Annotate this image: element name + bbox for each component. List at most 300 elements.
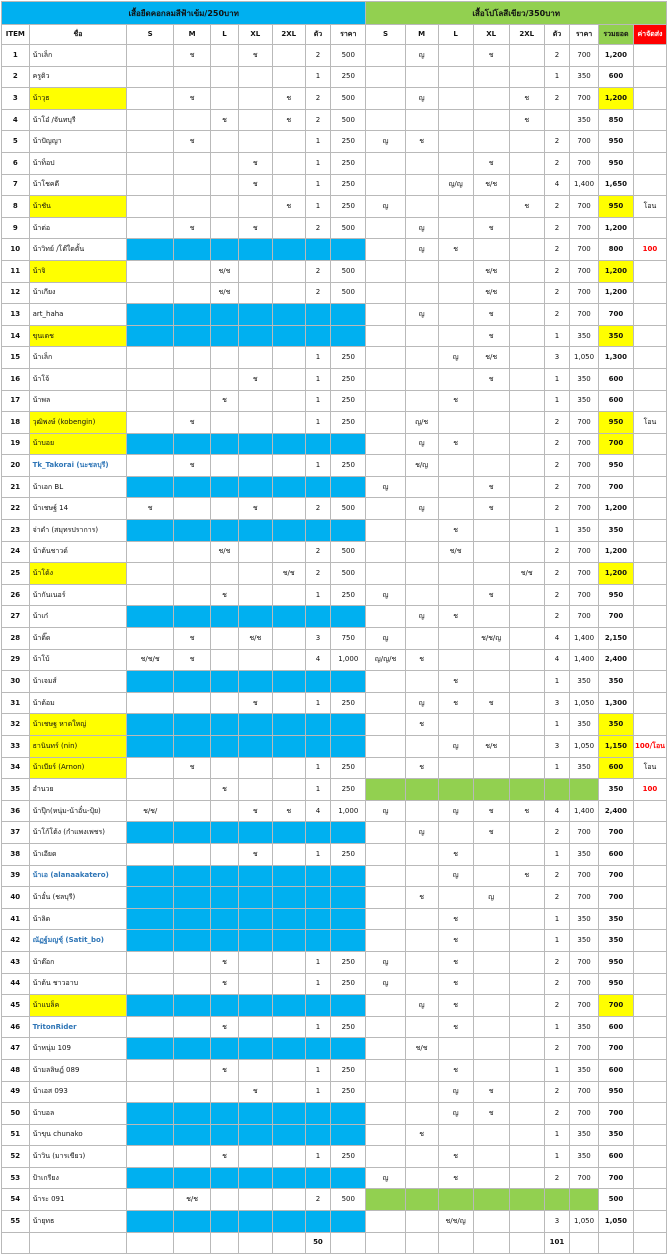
- polo-cell-l: ช: [438, 973, 473, 995]
- tee-cell-price: 750: [331, 628, 366, 650]
- polo-cell-m: [405, 152, 438, 174]
- item-number: 55: [2, 1211, 30, 1233]
- tee-cell-m: [174, 606, 211, 628]
- tee-cell-2xl: [272, 412, 305, 434]
- item-number: 10: [2, 239, 30, 261]
- polo-cell-xl: [473, 1189, 509, 1211]
- tee-cell-xl: ช/ช: [238, 628, 272, 650]
- customer-name: น้าระ 091: [29, 1189, 127, 1211]
- row-total: 700: [598, 887, 633, 909]
- polo-cell-price: 700: [570, 304, 599, 326]
- tee-cell-l: [211, 1211, 239, 1233]
- tee-cell-xl: [238, 649, 272, 671]
- table-row: [2, 930, 667, 952]
- customer-name: น้าโชคดี: [29, 174, 127, 196]
- tee-cell-2xl: [272, 628, 305, 650]
- tee-cell-xl: [238, 239, 272, 261]
- item-number: 36: [2, 800, 30, 822]
- tee-cell-m: [174, 498, 211, 520]
- tee-cell-s: [127, 973, 174, 995]
- polo-cell-2xl: ช: [509, 865, 544, 887]
- polo-cell-l: [438, 714, 473, 736]
- polo-cell-s: [366, 822, 405, 844]
- polo-cell-xl: [473, 973, 509, 995]
- polo-cell-price: 350: [570, 66, 599, 88]
- tee-cell-price: 250: [331, 1059, 366, 1081]
- polo-cell-s: [366, 714, 405, 736]
- tee-cell-s: [127, 1081, 174, 1103]
- tee-cell-price: 250: [331, 390, 366, 412]
- table-row: [2, 390, 667, 412]
- tee-cell-2xl: [272, 1124, 305, 1146]
- polo-cell-s: [366, 887, 405, 909]
- tee-cell-s: [127, 584, 174, 606]
- polo-cell-price: 350: [570, 908, 599, 930]
- tee-cell-s: [127, 1211, 174, 1233]
- tee-cell-2xl: ช: [272, 88, 305, 110]
- item-number: 4: [2, 109, 30, 131]
- table-row: [2, 563, 667, 585]
- column-header-polo-qty: ตัว: [544, 25, 569, 45]
- polo-cell-l: [438, 628, 473, 650]
- tee-cell-qty: 1: [305, 757, 330, 779]
- tee-cell-qty: 2: [305, 541, 330, 563]
- tee-cell-l: [211, 800, 239, 822]
- table-row: [2, 325, 667, 347]
- polo-cell-qty: 2: [544, 887, 569, 909]
- tee-cell-l: ช: [211, 951, 239, 973]
- polo-cell-m: [405, 800, 438, 822]
- table-row: [2, 1103, 667, 1125]
- polo-cell-price: 350: [570, 1016, 599, 1038]
- shipping-note: [633, 1146, 666, 1168]
- row-total: 950: [598, 196, 633, 218]
- shipping-note: [633, 1016, 666, 1038]
- polo-cell-price: 700: [570, 476, 599, 498]
- tee-cell-qty: 1: [305, 1016, 330, 1038]
- row-total: 1,200: [598, 217, 633, 239]
- column-header-polo-l: L: [438, 25, 473, 45]
- polo-cell-l: [438, 88, 473, 110]
- tee-cell-qty: 1: [305, 951, 330, 973]
- tee-cell-price: [331, 865, 366, 887]
- customer-name: น้าวิทย์ /โต๊ใดตั้น: [29, 239, 127, 261]
- column-header-tee-price: ราคา: [331, 25, 366, 45]
- tee-cell-price: 500: [331, 563, 366, 585]
- polo-cell-xl: ช/ช: [473, 260, 509, 282]
- tee-cell-s: ช/ช/: [127, 800, 174, 822]
- polo-cell-price: 700: [570, 260, 599, 282]
- row-total: 950: [598, 951, 633, 973]
- polo-cell-m: [405, 951, 438, 973]
- polo-cell-m: [405, 368, 438, 390]
- tee-cell-xl: ช: [238, 843, 272, 865]
- polo-cell-2xl: [509, 66, 544, 88]
- row-total: 1,200: [598, 45, 633, 67]
- tee-cell-price: 1,000: [331, 800, 366, 822]
- summary-empty-cell: [633, 1232, 666, 1254]
- polo-cell-s: [366, 390, 405, 412]
- polo-cell-qty: 2: [544, 304, 569, 326]
- polo-cell-s: [366, 865, 405, 887]
- item-number: 22: [2, 498, 30, 520]
- item-number: 41: [2, 908, 30, 930]
- shipping-note: [633, 476, 666, 498]
- tee-cell-m: ช: [174, 217, 211, 239]
- polo-cell-m: ช: [405, 757, 438, 779]
- row-total: 1,650: [598, 174, 633, 196]
- polo-cell-s: [366, 757, 405, 779]
- customer-name: น้าปัญญา: [29, 131, 127, 153]
- customer-name: น้าเอ (alanaakatero): [29, 865, 127, 887]
- polo-cell-m: ญ: [405, 433, 438, 455]
- tee-cell-2xl: ช: [272, 800, 305, 822]
- polo-cell-m: ช: [405, 649, 438, 671]
- shipping-note: [633, 1059, 666, 1081]
- polo-cell-l: ช: [438, 671, 473, 693]
- polo-cell-qty: 4: [544, 800, 569, 822]
- polo-cell-xl: [473, 1146, 509, 1168]
- tee-cell-m: [174, 692, 211, 714]
- polo-cell-qty: 3: [544, 1211, 569, 1233]
- polo-cell-s: [366, 260, 405, 282]
- tee-cell-s: [127, 1016, 174, 1038]
- tee-cell-price: 250: [331, 1016, 366, 1038]
- item-number: 28: [2, 628, 30, 650]
- shipping-note: 100: [633, 239, 666, 261]
- column-header-polo-price: ราคา: [570, 25, 599, 45]
- item-number: 39: [2, 865, 30, 887]
- tee-cell-price: 250: [331, 131, 366, 153]
- table-row: [2, 757, 667, 779]
- tee-cell-qty: [305, 606, 330, 628]
- table-row: [2, 174, 667, 196]
- tee-cell-l: [211, 1189, 239, 1211]
- polo-cell-l: [438, 455, 473, 477]
- customer-name: น้าโจ้: [29, 368, 127, 390]
- customer-name: น้าอั๋น (ชลบุรี): [29, 887, 127, 909]
- table-row: [2, 217, 667, 239]
- item-number: 42: [2, 930, 30, 952]
- polo-cell-l: ญ: [438, 800, 473, 822]
- tee-cell-m: [174, 174, 211, 196]
- tee-cell-s: [127, 412, 174, 434]
- tee-cell-price: 500: [331, 45, 366, 67]
- polo-cell-price: 1,400: [570, 800, 599, 822]
- tee-cell-s: [127, 1124, 174, 1146]
- tee-cell-2xl: [272, 649, 305, 671]
- tee-cell-l: [211, 757, 239, 779]
- customer-name: น้าต้อม: [29, 692, 127, 714]
- polo-cell-2xl: [509, 455, 544, 477]
- tee-cell-price: [331, 606, 366, 628]
- tee-cell-qty: [305, 930, 330, 952]
- tee-cell-xl: [238, 260, 272, 282]
- polo-cell-2xl: [509, 649, 544, 671]
- polo-cell-price: 700: [570, 541, 599, 563]
- polo-cell-l: [438, 498, 473, 520]
- tee-cell-m: ช: [174, 455, 211, 477]
- polo-cell-s: [366, 1081, 405, 1103]
- polo-cell-s: [366, 671, 405, 693]
- polo-cell-l: ช: [438, 908, 473, 930]
- item-number: 29: [2, 649, 30, 671]
- polo-cell-price: 350: [570, 109, 599, 131]
- shipping-note: [633, 433, 666, 455]
- polo-cell-s: [366, 1189, 405, 1211]
- polo-cell-s: [366, 455, 405, 477]
- table-row: [2, 606, 667, 628]
- row-total: 600: [598, 843, 633, 865]
- tee-cell-xl: ช: [238, 692, 272, 714]
- row-total: 1,200: [598, 541, 633, 563]
- polo-cell-qty: 2: [544, 973, 569, 995]
- polo-cell-s: ญ/ญ/ช: [366, 649, 405, 671]
- polo-cell-m: [405, 109, 438, 131]
- tee-cell-s: [127, 239, 174, 261]
- tee-cell-xl: [238, 822, 272, 844]
- tee-cell-l: ช: [211, 109, 239, 131]
- tee-cell-s: [127, 563, 174, 585]
- row-total: 600: [598, 66, 633, 88]
- tee-cell-l: [211, 152, 239, 174]
- polo-cell-xl: ช: [473, 325, 509, 347]
- polo-cell-s: [366, 498, 405, 520]
- table-row: [2, 239, 667, 261]
- polo-cell-m: [405, 779, 438, 801]
- polo-cell-l: ช: [438, 1016, 473, 1038]
- tee-cell-m: [174, 390, 211, 412]
- polo-cell-qty: 2: [544, 455, 569, 477]
- tee-cell-s: [127, 757, 174, 779]
- shipping-note: [633, 843, 666, 865]
- tee-cell-price: [331, 1167, 366, 1189]
- summary-empty-cell: [174, 1232, 211, 1254]
- tee-cell-m: [174, 1211, 211, 1233]
- polo-cell-m: [405, 1016, 438, 1038]
- polo-cell-s: [366, 239, 405, 261]
- table-row: [2, 692, 667, 714]
- tee-cell-xl: [238, 606, 272, 628]
- shipping-note: [633, 1103, 666, 1125]
- polo-cell-s: [366, 1103, 405, 1125]
- polo-cell-2xl: [509, 217, 544, 239]
- polo-cell-s: [366, 908, 405, 930]
- customer-name: น้าเล็ก: [29, 347, 127, 369]
- polo-cell-l: [438, 584, 473, 606]
- polo-cell-qty: 2: [544, 196, 569, 218]
- tee-cell-qty: 2: [305, 1189, 330, 1211]
- item-number: 40: [2, 887, 30, 909]
- polo-cell-m: [405, 843, 438, 865]
- tee-cell-xl: ช: [238, 174, 272, 196]
- customer-name: น้าโด้ง: [29, 563, 127, 585]
- polo-cell-price: 700: [570, 865, 599, 887]
- customer-name: น้าพล: [29, 390, 127, 412]
- tee-cell-qty: 2: [305, 260, 330, 282]
- shipping-note: โอน: [633, 757, 666, 779]
- row-total: 700: [598, 1038, 633, 1060]
- row-total: 700: [598, 865, 633, 887]
- polo-cell-price: 700: [570, 951, 599, 973]
- item-number: 14: [2, 325, 30, 347]
- tee-cell-l: ช/ช: [211, 282, 239, 304]
- tee-cell-2xl: ช/ช: [272, 563, 305, 585]
- polo-cell-s: [366, 995, 405, 1017]
- tee-cell-qty: [305, 476, 330, 498]
- tee-cell-price: [331, 239, 366, 261]
- shipping-note: [633, 714, 666, 736]
- order-sheet: [1, 1, 667, 1254]
- column-header-row: [2, 25, 667, 45]
- polo-cell-2xl: ช: [509, 109, 544, 131]
- tee-cell-l: ช: [211, 1059, 239, 1081]
- tee-cell-s: [127, 606, 174, 628]
- summary-empty-cell: [366, 1232, 405, 1254]
- tee-cell-2xl: [272, 1059, 305, 1081]
- tee-cell-s: [127, 951, 174, 973]
- polo-cell-qty: 2: [544, 433, 569, 455]
- row-total: 950: [598, 152, 633, 174]
- summary-empty-cell: [211, 1232, 239, 1254]
- tee-cell-l: [211, 1103, 239, 1125]
- item-number: 24: [2, 541, 30, 563]
- polo-cell-price: 1,400: [570, 649, 599, 671]
- tee-cell-s: [127, 304, 174, 326]
- tee-cell-2xl: [272, 757, 305, 779]
- shipping-note: [633, 606, 666, 628]
- tee-cell-price: 500: [331, 498, 366, 520]
- tee-cell-l: ช/ช: [211, 260, 239, 282]
- table-row: [2, 1146, 667, 1168]
- polo-cell-m: ญ: [405, 217, 438, 239]
- item-number: 33: [2, 736, 30, 758]
- polo-cell-l: [438, 217, 473, 239]
- polo-cell-m: ช/ช: [405, 1038, 438, 1060]
- section-title-row: [2, 2, 667, 25]
- shipping-note: [633, 930, 666, 952]
- tee-cell-xl: [238, 1211, 272, 1233]
- summary-empty-cell: [238, 1232, 272, 1254]
- tee-cell-s: [127, 628, 174, 650]
- item-number: 47: [2, 1038, 30, 1060]
- tee-cell-l: [211, 865, 239, 887]
- polo-cell-l: ญ: [438, 1081, 473, 1103]
- polo-cell-2xl: [509, 368, 544, 390]
- polo-cell-price: 700: [570, 1038, 599, 1060]
- column-header-total: รวมยอด: [598, 25, 633, 45]
- polo-cell-2xl: [509, 152, 544, 174]
- row-total: 600: [598, 757, 633, 779]
- polo-cell-2xl: [509, 822, 544, 844]
- polo-cell-xl: [473, 239, 509, 261]
- tee-cell-qty: 4: [305, 649, 330, 671]
- row-total: 950: [598, 131, 633, 153]
- item-number: 25: [2, 563, 30, 585]
- column-header-polo-s: S: [366, 25, 405, 45]
- tee-cell-s: [127, 887, 174, 909]
- shipping-note: [633, 1167, 666, 1189]
- polo-cell-s: [366, 541, 405, 563]
- polo-cell-l: ช: [438, 390, 473, 412]
- tee-cell-m: [174, 1038, 211, 1060]
- tee-cell-xl: ช: [238, 45, 272, 67]
- row-total: 1,200: [598, 282, 633, 304]
- table-row: [2, 368, 667, 390]
- polo-cell-qty: 1: [544, 1059, 569, 1081]
- row-total: 800: [598, 239, 633, 261]
- polo-cell-s: [366, 66, 405, 88]
- summary-row: [2, 1232, 667, 1254]
- tee-cell-l: [211, 908, 239, 930]
- tee-cell-xl: [238, 973, 272, 995]
- polo-cell-xl: [473, 951, 509, 973]
- tee-cell-2xl: [272, 217, 305, 239]
- item-number: 8: [2, 196, 30, 218]
- table-row: [2, 1059, 667, 1081]
- polo-cell-qty: [544, 779, 569, 801]
- customer-name: น้าวุธ: [29, 88, 127, 110]
- polo-cell-l: ช: [438, 930, 473, 952]
- shipping-note: [633, 541, 666, 563]
- tee-cell-qty: [305, 325, 330, 347]
- customer-name: น้าต้นชาวด์: [29, 541, 127, 563]
- polo-cell-m: [405, 1167, 438, 1189]
- polo-cell-price: 350: [570, 368, 599, 390]
- polo-cell-s: [366, 930, 405, 952]
- tee-cell-2xl: [272, 433, 305, 455]
- tee-cell-m: [174, 1146, 211, 1168]
- polo-cell-price: [570, 1189, 599, 1211]
- polo-cell-2xl: [509, 930, 544, 952]
- polo-cell-2xl: [509, 692, 544, 714]
- tee-cell-l: [211, 347, 239, 369]
- polo-cell-qty: 2: [544, 498, 569, 520]
- tee-cell-xl: ช: [238, 217, 272, 239]
- tee-cell-s: [127, 692, 174, 714]
- polo-cell-2xl: [509, 1016, 544, 1038]
- polo-cell-price: 700: [570, 152, 599, 174]
- tee-cell-price: [331, 433, 366, 455]
- shipping-note: [633, 455, 666, 477]
- tee-cell-l: ช: [211, 1016, 239, 1038]
- polo-cell-qty: 2: [544, 1167, 569, 1189]
- tee-cell-2xl: [272, 347, 305, 369]
- polo-cell-xl: ช: [473, 217, 509, 239]
- tee-cell-m: [174, 347, 211, 369]
- polo-cell-price: 350: [570, 1124, 599, 1146]
- table-row: [2, 282, 667, 304]
- polo-cell-2xl: [509, 1146, 544, 1168]
- polo-cell-price: 700: [570, 1081, 599, 1103]
- customer-name: น้าโอ๋ /จันทบุรี: [29, 109, 127, 131]
- polo-cell-xl: ช: [473, 800, 509, 822]
- row-total: 950: [598, 584, 633, 606]
- polo-cell-xl: [473, 908, 509, 930]
- polo-cell-qty: 1: [544, 1146, 569, 1168]
- table-row: [2, 455, 667, 477]
- polo-cell-m: ญ: [405, 239, 438, 261]
- item-number: 51: [2, 1124, 30, 1146]
- tee-cell-m: [174, 196, 211, 218]
- customer-name: จ่าดำ (สมุทรปราการ): [29, 520, 127, 542]
- customer-name: น้ายุทธ: [29, 1211, 127, 1233]
- tee-cell-qty: 1: [305, 152, 330, 174]
- shipping-note: โอน: [633, 196, 666, 218]
- polo-cell-2xl: [509, 1081, 544, 1103]
- tee-cell-s: [127, 66, 174, 88]
- table-row: [2, 584, 667, 606]
